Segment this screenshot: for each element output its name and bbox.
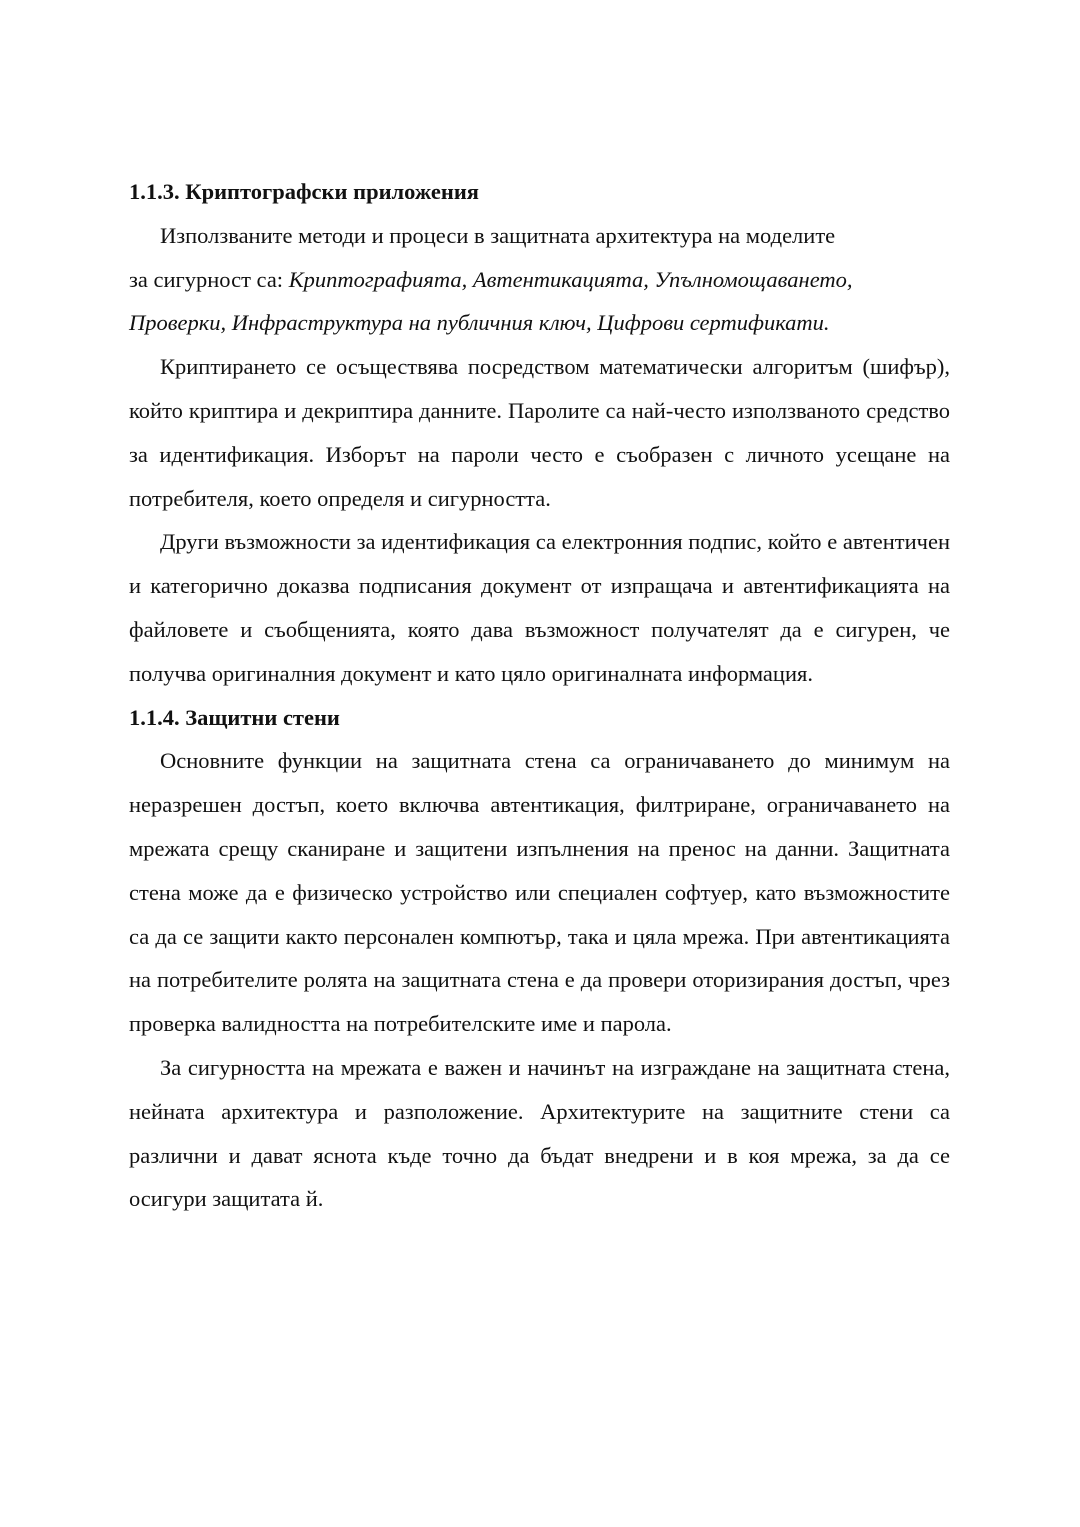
paragraph-firewall-architecture: За сигурността на мрежата е важен и начинът на изграждане на защитната стена, нейната архитектура и разположение. Архитектурите на защитните стени са различни и дават яснота къде точно да бъдат внедрени и в коя мрежа, за да се осигури защитата й. <box>129 1054 950 1212</box>
paragraph-methods-italic-2: Проверки, Инфраструктура на публичния ключ, Цифрови сертификати. <box>129 310 830 336</box>
section-heading-crypto-apps: 1.1.3. Криптографски приложения <box>129 179 479 204</box>
paragraph-methods-italic-1: Криптографията, Автентикацията, Упълномощаването, <box>288 266 853 292</box>
paragraph-methods-line1: Използваните методи и процеси в защитната архитектура на моделите <box>160 222 836 248</box>
paragraph-methods <box>129 214 950 345</box>
section-heading-firewalls: 1.1.4. Защитни стени <box>129 704 340 730</box>
paragraph-encryption: Криптирането се осъществява посредством математически алгоритъм (шифър), който криптира и декриптира данните. Паролите са най-често използваното средство за идентификация. Изборът на пароли често е съобразен с личното усещане на потребителя, което определя и сигурността. <box>129 354 950 511</box>
document-body <box>129 170 950 1221</box>
paragraph-methods-lead: за сигурност са: <box>129 266 289 292</box>
paragraph-firewall-functions: Основните функции на защитната стена са ограничаването до минимум на неразрешен достъп, което включва автентикация, филтриране, ограничаването на мрежата срещу сканиране и защитени изпълнения на пренос на данни. Защитната стена може да е физическо устройство или специален софтуер, като възможностите са да се защити както персонален компютър, така и цяла мрежа. При автентикацията на потребителите ролята на защитната стена е да провери оторизирания достъп, чрез проверка валидността на потребителските име и парола. <box>129 748 950 1037</box>
paragraph-identification: Други възможности за идентификация са електронния подпис, който е автентичен и категорично доказва подписания документ от изпращача и автентификацията на файловете и съобщенията, която дава възможност получателят да е сигурен, че получва оригиналния документ и като цяло оригиналната информация. <box>129 529 950 686</box>
